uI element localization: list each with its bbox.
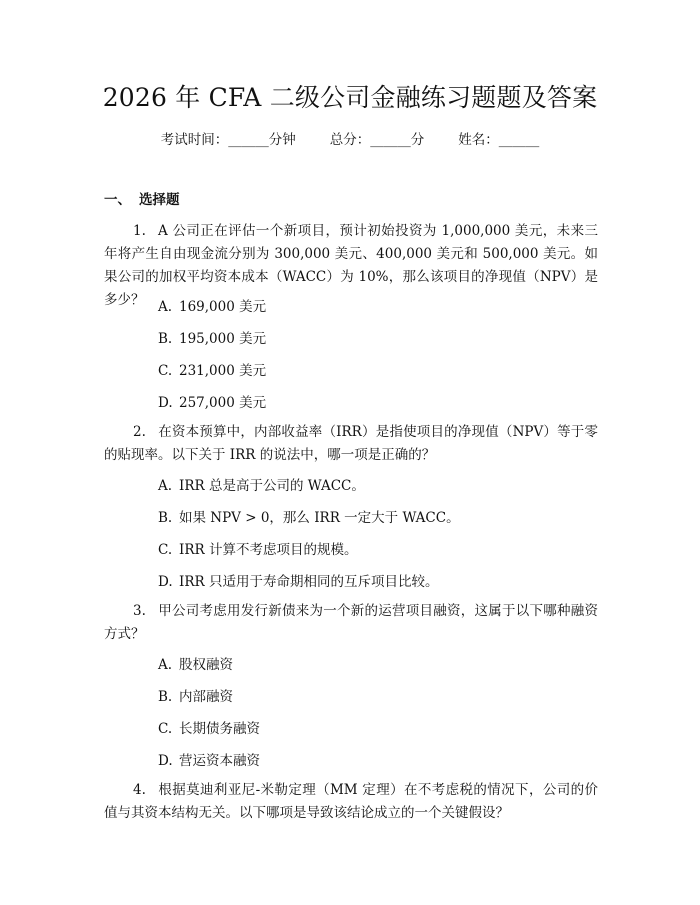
question-2-option-c	[158, 540, 357, 560]
total-score-field: 总分：______分	[329, 132, 425, 148]
option-text: IRR 计算不考虑项目的规模。	[179, 542, 358, 558]
page-title: 2026 年 CFA 二级公司金融练习题题及答案	[102, 83, 598, 112]
section-number: 一、	[104, 192, 131, 208]
option-text: 内部融资	[179, 689, 233, 705]
option-letter: D.	[158, 753, 173, 769]
question-1-option-b	[158, 329, 266, 349]
exam-info-line	[0, 130, 700, 150]
question-3-option-c	[158, 719, 260, 739]
exam-time-field: 考试时间：______分钟	[160, 132, 296, 148]
question-4	[104, 779, 598, 825]
question-2-option-b	[158, 508, 460, 528]
question-number: 2.	[133, 424, 146, 440]
option-text: IRR 总是高于公司的 WACC。	[179, 478, 365, 494]
question-2-option-d	[158, 572, 438, 592]
question-2-option-a	[158, 476, 365, 496]
question-number: 4.	[133, 782, 146, 798]
option-text: 195,000 美元	[179, 331, 267, 347]
option-letter: A.	[158, 299, 173, 315]
question-1-option-a	[158, 297, 266, 317]
option-letter: A.	[158, 657, 173, 673]
option-text: 股权融资	[179, 657, 233, 673]
question-text: 甲公司考虑用发行新债来为一个新的运营项目融资，这属于以下哪种融资方式？	[104, 603, 598, 642]
question-2	[104, 421, 598, 467]
option-letter: D.	[158, 395, 173, 411]
question-1-option-c	[158, 361, 266, 381]
option-text: 营运资本融资	[179, 753, 260, 769]
question-3	[104, 600, 598, 646]
question-3-option-a	[158, 655, 233, 675]
option-letter: A.	[158, 478, 173, 494]
option-letter: C.	[158, 721, 173, 737]
student-name-field: 姓名：______	[458, 132, 540, 148]
question-3-option-d	[158, 751, 260, 771]
question-text: 在资本预算中，内部收益率（IRR）是指使项目的净现值（NPV）等于零的贴现率。以下关于 IRR 的说法中，哪一项是正确的？	[104, 424, 598, 463]
question-3-option-b	[158, 687, 233, 707]
question-text: 根据莫迪利亚尼-米勒定理（MM 定理）在不考虑税的情况下，公司的价值与其资本结构无关。以下哪项是导致该结论成立的一个关键假设？	[104, 782, 598, 821]
option-text: 如果 NPV > 0，那么 IRR 一定大于 WACC。	[179, 510, 460, 526]
option-text: 长期债务融资	[179, 721, 260, 737]
section-heading	[104, 190, 180, 210]
option-letter: B.	[158, 510, 173, 526]
option-letter: C.	[158, 363, 173, 379]
option-letter: B.	[158, 689, 173, 705]
option-letter: C.	[158, 542, 173, 558]
option-text: 257,000 美元	[179, 395, 267, 411]
question-1-option-d	[158, 393, 266, 413]
section-title: 选择题	[139, 192, 180, 208]
option-letter: D.	[158, 574, 173, 590]
question-text: A 公司正在评估一个新项目，预计初始投资为 1,000,000 美元，未来三年将产生自由现金流分别为 300,000 美元、400,000 美元和 500,000 美元。如果公司的加权平均资本成本（WACC）为 10%，那么该项目的净现值（NPV）是多少？	[104, 223, 598, 308]
option-text: IRR 只适用于寿命期相同的互斥项目比较。	[179, 574, 439, 590]
option-letter: B.	[158, 331, 173, 347]
option-text: 169,000 美元	[179, 299, 267, 315]
question-number: 3.	[133, 603, 146, 619]
question-number: 1.	[133, 223, 146, 239]
option-text: 231,000 美元	[179, 363, 267, 379]
